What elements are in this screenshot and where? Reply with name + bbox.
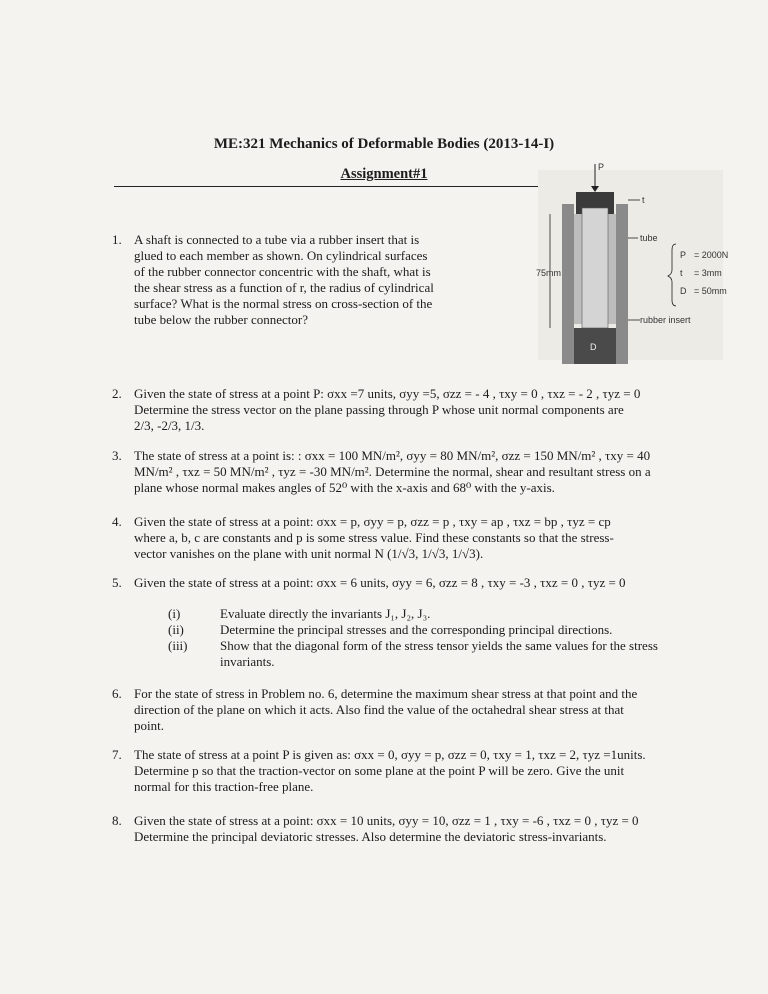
question-line: plane whose normal makes angles of 52⁰ with the x-axis and 68⁰ with the y-axis.	[134, 480, 555, 495]
param-p-sym: P	[680, 250, 687, 260]
rubber-insert-right	[608, 214, 616, 324]
question-number: 4.	[112, 514, 122, 529]
question-5	[112, 575, 714, 591]
question-number: 2.	[112, 386, 122, 401]
sub-part-number: (ii)	[168, 622, 184, 637]
question-line: 2/3, -2/3, 1/3.	[134, 418, 205, 433]
question-line: A shaft is connected to a tube via a rubber insert that is	[134, 232, 420, 247]
tube-label: tube	[640, 233, 658, 243]
load-label: P	[598, 162, 605, 172]
question-number: 1.	[112, 232, 122, 247]
question-number: 7.	[112, 747, 122, 762]
question-line: The state of stress at a point P is given as: σxx = 0, σyy = p, σzz = 0, τxy = 1, τxz = 2, τyz =1units.	[134, 747, 646, 762]
sub-part-number: (i)	[168, 606, 181, 621]
question-line: direction of the plane on which it acts. Also find the value of the octahedral shear stress at that	[134, 702, 624, 717]
sub-part-iii	[168, 638, 670, 670]
question-line: surface? What is the normal stress on cross-section of the	[134, 296, 433, 311]
sub-part-line: invariants.	[220, 654, 275, 669]
question-line: Determine p so that the traction-vector on some plane at the point P will be zero. Give the unit	[134, 763, 625, 778]
question-8	[112, 813, 714, 845]
sub-part-list	[168, 606, 670, 670]
question-line: glued to each member as shown. On cylindrical surfaces	[134, 248, 428, 263]
course-title: ME:321 Mechanics of Deformable Bodies (2013-14-I)	[213, 136, 555, 152]
sub-part-number: (iii)	[168, 638, 188, 653]
param-d-sym: D	[680, 286, 687, 296]
param-t-value: = 3mm	[694, 268, 722, 278]
question-line: normal for this traction-free plane.	[134, 779, 314, 794]
question-number: 6.	[112, 686, 122, 701]
assignment-title: Assignment#1	[340, 166, 428, 182]
question-7	[112, 747, 714, 795]
sub-part-text: Evaluate directly the invariants J₁, J₂, J₃.	[220, 606, 431, 621]
question-line: the shear stress as a function of r, the radius of cylindrical	[134, 280, 434, 295]
question-line: Given the state of stress at a point P: σxx =7 units, σyy =5, σzz = - 4 , τxy = 0 , τxz = - 2 , τyz = 0	[134, 386, 641, 401]
question-3	[112, 448, 714, 496]
question-line: MN/m² , τxz = 50 MN/m² , τyz = -30 MN/m². Determine the normal, shear and resultant stress on a	[134, 464, 651, 479]
question-line: tube below the rubber connector?	[134, 312, 308, 327]
tube-wall-right	[616, 204, 628, 364]
question-number: 5.	[112, 575, 122, 590]
sub-part-i	[168, 606, 670, 622]
question-line: Given the state of stress at a point: σxx = p, σyy = p, σzz = p , τxy = ap , τxz = bp , τyz = cp	[134, 514, 611, 529]
tube-wall-left	[562, 204, 574, 364]
question-line: Given the state of stress at a point: σxx = 6 units, σyy = 6, σzz = 8 , τxy = -3 , τxz = 0 , τyz = 0	[134, 575, 626, 590]
shaft-tube-figure	[528, 160, 728, 370]
question-line: of the rubber connector concentric with the shaft, what is	[134, 264, 431, 279]
question-6	[112, 686, 714, 734]
sub-part-ii	[168, 622, 670, 638]
question-4	[112, 514, 714, 562]
question-line: Given the state of stress at a point: σxx = 10 units, σyy = 10, σzz = 1 , τxy = -6 , τxz = 0 , τyz = 0	[134, 813, 639, 828]
question-1	[112, 232, 494, 328]
question-line: The state of stress at a point is: : σxx = 100 MN/m², σyy = 80 MN/m², σzz = 150 MN/m² , τxy = 40	[134, 448, 651, 463]
question-line: vector vanishes on the plane with unit normal N (1/√3, 1/√3, 1/√3).	[134, 546, 484, 561]
question-line: point.	[134, 718, 164, 733]
param-t-sym: t	[680, 268, 683, 278]
question-2	[112, 386, 714, 434]
question-line: Determine the stress vector on the plane passing through P whose unit normal components are	[134, 402, 624, 417]
sub-part-line: Show that the diagonal form of the stress tensor yields the same values for the stress	[220, 638, 658, 653]
question-line: where a, b, c are constants and p is some stress value. Find these constants so that the stress-	[134, 530, 614, 545]
question-line: For the state of stress in Problem no. 6, determine the maximum shear stress at that point and the	[134, 686, 638, 701]
sub-part-text	[220, 638, 670, 670]
length-label: 75mm	[536, 268, 562, 278]
question-number: 3.	[112, 448, 122, 463]
diameter-label: D	[590, 342, 597, 352]
question-line: Determine the principal deviatoric stresses. Also determine the deviatoric stress-invariants.	[134, 829, 607, 844]
param-d-value: = 50mm	[694, 286, 727, 296]
sub-part-text: Determine the principal stresses and the corresponding principal directions.	[220, 622, 613, 637]
shaft	[582, 208, 608, 328]
t-label: t	[642, 195, 645, 205]
param-p-value: = 2000N	[694, 250, 728, 260]
rubber-insert-left	[574, 214, 582, 324]
question-number: 8.	[112, 813, 122, 828]
insert-label: rubber insert	[640, 315, 691, 325]
